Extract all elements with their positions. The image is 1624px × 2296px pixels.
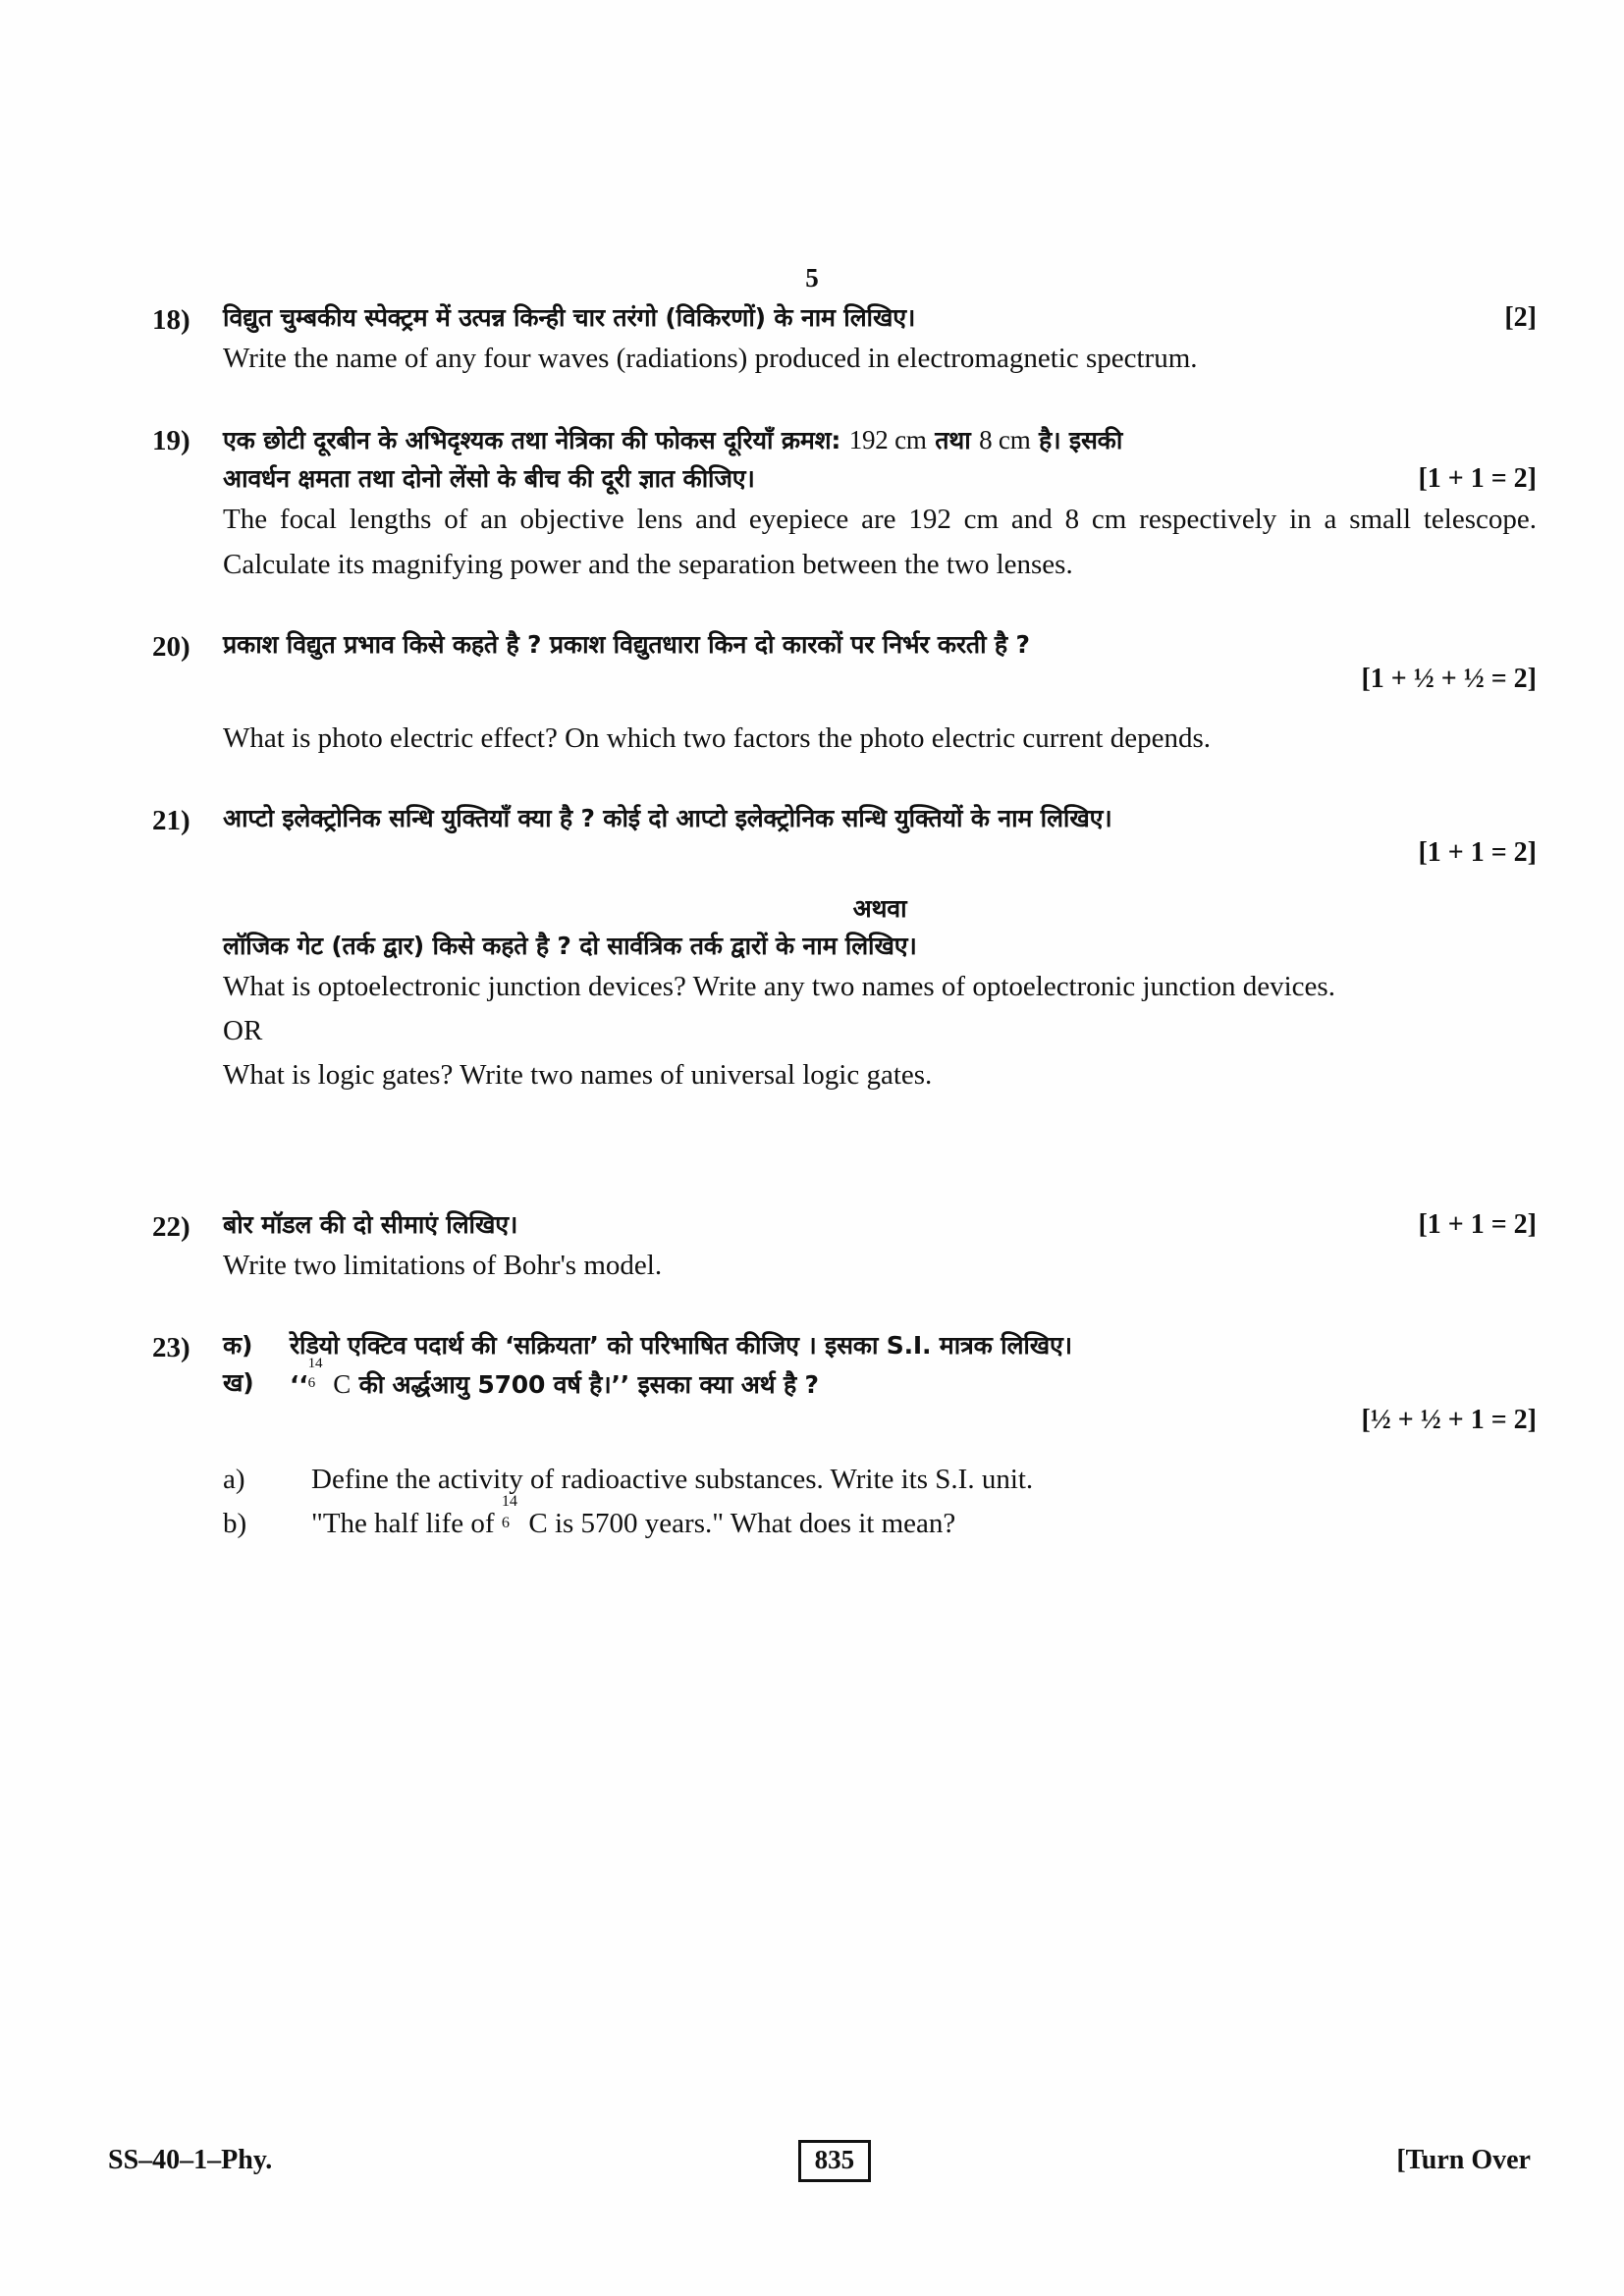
spacer bbox=[152, 1167, 1537, 1206]
question-number-21: 21) bbox=[152, 804, 190, 836]
spacer bbox=[152, 1288, 1537, 1327]
question-22-english: Write two limitations of Bohr's model. bbox=[223, 1249, 663, 1281]
question-21-or-label-hindi: अथवा bbox=[852, 893, 907, 923]
question-23-english-sub-a-label: a) bbox=[223, 1463, 245, 1495]
question-23-english-sub-b-pre: "The half life of bbox=[311, 1508, 495, 1540]
question-number-19: 19) bbox=[152, 425, 190, 457]
question-23-hindi-sub-a-label: क) bbox=[223, 1330, 253, 1360]
spacer bbox=[152, 1098, 1537, 1167]
open-quote: ‘‘ bbox=[290, 1369, 308, 1399]
q19-focal-length-objective: 192 cm bbox=[848, 425, 927, 455]
page-number: 5 bbox=[805, 263, 819, 293]
question-20-marks: [1 + ½ + ½ = 2] bbox=[1361, 663, 1537, 694]
question-21-or-label-english: OR bbox=[223, 1015, 263, 1047]
question-block-18 bbox=[152, 299, 1537, 381]
question-22-hindi: बोर मॉडल की दो सीमाएं लिखिए। bbox=[223, 1209, 518, 1239]
isotope-carbon-14-hindi bbox=[307, 1355, 352, 1405]
question-21-hindi: आप्टो इलेक्ट्रोनिक सन्धि युक्तियाँ क्या है ? कोई दो आप्टो इलेक्ट्रोनिक सन्धि युक्तियों के नाम लिखिए। bbox=[223, 803, 1112, 832]
spacer bbox=[223, 1436, 1537, 1458]
question-block-19 bbox=[152, 420, 1537, 587]
question-number-20: 20) bbox=[152, 630, 190, 663]
isotope-carbon-14-english bbox=[501, 1491, 548, 1546]
question-21-or-english: What is logic gates? Write two names of universal logic gates. bbox=[223, 1059, 933, 1092]
question-number-23: 23) bbox=[152, 1331, 190, 1363]
question-23-hindi-sub-b-text bbox=[290, 1355, 1537, 1405]
question-23-hindi-sub-b-label: ख) bbox=[223, 1367, 254, 1397]
question-21-marks: [1 + 1 = 2] bbox=[1418, 836, 1537, 868]
question-number-18: 18) bbox=[152, 304, 190, 336]
q19-hindi-text-b: तथा bbox=[935, 426, 971, 455]
page-footer bbox=[108, 2140, 1531, 2182]
question-23-english-sub-a bbox=[223, 1458, 1537, 1502]
footer-page-box: 835 bbox=[798, 2140, 872, 2182]
question-23-english-sub-b-label: b) bbox=[223, 1508, 247, 1540]
question-23-hindi-sub-a-text: रेडियो एक्टिव पदार्थ की ‘सक्रियता’ को परिभाषित कीजिए । इसका S.I. मात्रक लिखिए। bbox=[290, 1330, 1072, 1360]
spacer bbox=[223, 695, 1537, 717]
question-23-english-sub-b-rest: is 5700 years." What does it mean? bbox=[554, 1508, 956, 1540]
question-18-english: Write the name of any four waves (radiations) produced in electromagnetic spectrum. bbox=[223, 343, 1198, 374]
question-23-hindi-sub-b-rest: की अर्द्धआयु 5700 वर्ष है।’’ इसका क्या अर्थ है ? bbox=[358, 1369, 819, 1399]
question-23-english-sub-a-text: Define the activity of radioactive substances. Write its S.I. unit. bbox=[311, 1463, 1034, 1495]
question-block-20 bbox=[152, 626, 1537, 761]
question-20-english: What is photo electric effect? On which two factors the photo electric current depends. bbox=[223, 721, 1212, 754]
question-23-hindi-sub-b bbox=[223, 1355, 1537, 1405]
isotope-atomic-number: 6 bbox=[501, 1513, 510, 1531]
isotope-mass-number: 14 bbox=[501, 1491, 518, 1510]
q19-hindi-text-c: है। इसकी bbox=[1039, 426, 1123, 455]
questions-container bbox=[152, 299, 1537, 1546]
question-block-23 bbox=[152, 1327, 1537, 1547]
question-18-hindi: विद्युत चुम्बकीय स्पेक्ट्रम में उत्पन्न किन्ही चार तरंगो (विकिरणों) के नाम लिखिए। bbox=[223, 303, 916, 332]
isotope-mass-number: 14 bbox=[307, 1355, 323, 1371]
spacer bbox=[152, 587, 1537, 626]
question-23-english-sub-b bbox=[223, 1491, 1537, 1546]
question-19-english: The focal lengths of an objective lens and eyepiece are 192 cm and 8 cm respectively in a small telescope. Calculate its magnifying power and the separation between the two lenses. bbox=[223, 504, 1537, 580]
footer-turn-over: [Turn Over bbox=[1396, 2145, 1531, 2176]
q19-hindi-text-a: एक छोटी दूरबीन के अभिदृश्यक तथा नेत्रिका की फोकस दूरियाँ क्रमश: bbox=[223, 426, 841, 455]
question-23-marks: [½ + ½ + 1 = 2] bbox=[1361, 1404, 1537, 1435]
question-block-21 bbox=[152, 800, 1537, 1098]
question-18-marks: [2] bbox=[1504, 302, 1537, 333]
question-19-hindi-line-1 bbox=[223, 420, 1537, 460]
isotope-atomic-number: 6 bbox=[307, 1374, 315, 1391]
spacer bbox=[152, 761, 1537, 800]
question-19-hindi-line-2: आवर्धन क्षमता तथा दोनो लेंसो के बीच की दूरी ज्ञात कीजिए। bbox=[223, 464, 755, 494]
footer-paper-code: SS–40–1–Phy. bbox=[108, 2145, 273, 2176]
question-block-22 bbox=[152, 1206, 1537, 1288]
question-23-english-sub-b-text bbox=[311, 1491, 1537, 1546]
question-number-22: 22) bbox=[152, 1210, 190, 1243]
question-19-marks: [1 + 1 = 2] bbox=[1418, 463, 1537, 495]
spacer bbox=[223, 869, 1537, 890]
question-22-marks: [1 + 1 = 2] bbox=[1418, 1208, 1537, 1240]
isotope-symbol: C bbox=[528, 1508, 548, 1540]
q19-focal-length-eyepiece: 8 cm bbox=[979, 425, 1031, 455]
question-21-english: What is optoelectronic junction devices? Write any two names of optoelectronic junction devices. bbox=[223, 970, 1335, 1002]
spacer bbox=[152, 381, 1537, 420]
question-20-hindi: प्रकाश विद्युत प्रभाव किसे कहते है ? प्रकाश विद्युतधारा किन दो कारकों पर निर्भर करती है ? bbox=[223, 629, 1030, 659]
question-21-or-hindi: लॉजिक गेट (तर्क द्वार) किसे कहते है ? दो सार्वत्रिक तर्क द्वारों के नाम लिखिए। bbox=[223, 931, 917, 960]
question-23-hindi-sub-a bbox=[223, 1327, 1537, 1364]
isotope-symbol: C bbox=[333, 1368, 352, 1399]
